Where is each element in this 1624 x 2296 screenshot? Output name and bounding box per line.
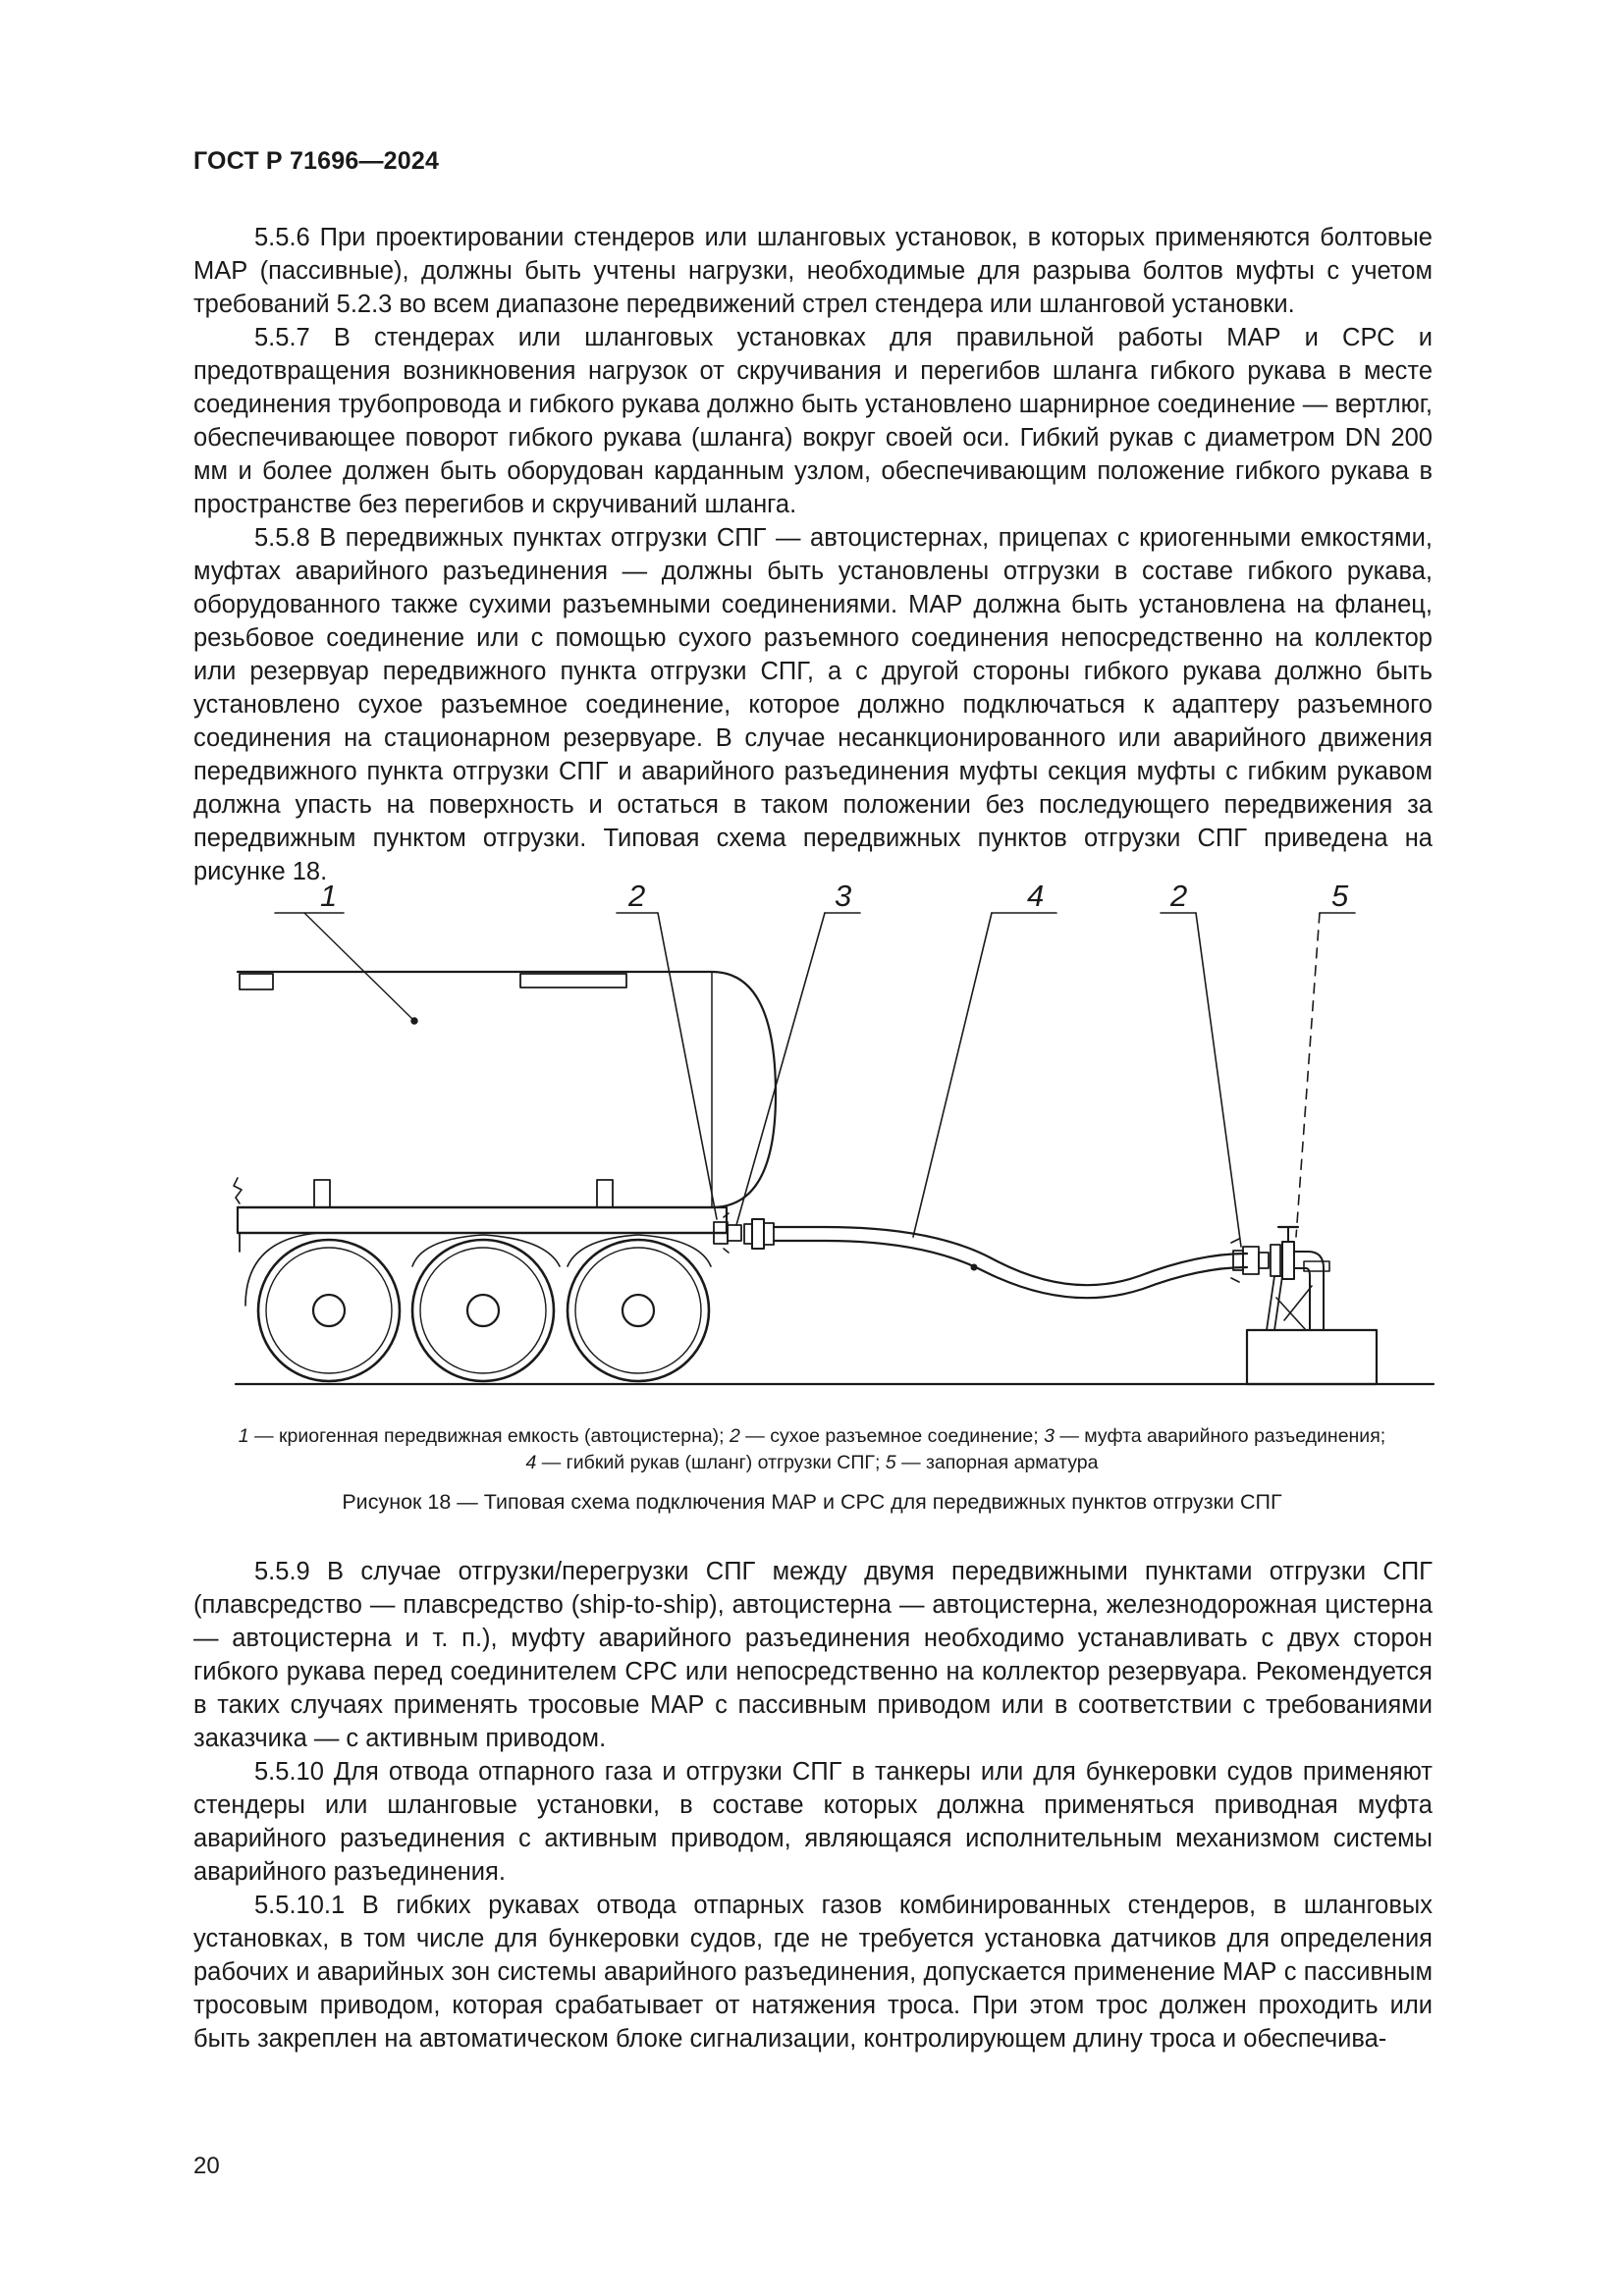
diagram-svg [226,874,1443,1404]
legend-num-2: 2 [730,1425,740,1447]
body-text-top [193,221,1433,888]
legend-text-5: — запорная арматура [895,1452,1099,1473]
paragraph-5-5-9: 5.5.9 В случае отгрузки/перегрузки СПГ между двумя передвижными пунктами отгрузки СПГ (плавсредство — плавсредство (ship-to-ship), автоцистерна — автоцистерна, железнодорожная цистерна — автоцистерна и т. п.), муфту аварийного разъединения необходимо устанавливать с двух сторон гибкого рукава перед соединителем СРС или непосредственно на коллектор резервуара. Рекомендуется в таких случаях применять тросовые МАР с пассивным приводом или в соответствии с требованиями заказчика — с активным приводом. [193,1558,1433,1752]
callout-2-right: 2 [1170,879,1188,913]
legend-num-5: 5 [885,1452,896,1473]
callout-4: 4 [1027,879,1045,913]
callout-5: 5 [1331,879,1349,913]
trailer-chassis [238,1207,727,1252]
cryogenic-tank [234,972,776,1207]
paragraph-5-5-10-1: 5.5.10.1 В гибких рукавах отвода отпарных газов комбинированных стендеров, в шланговых установках, в том числе для бункеровки судов, где не требуется установка датчиков для определения рабочих и аварийных зон системы аварийного разъединения, допускается применение МАР с пассивным тросовым приводом, которая срабатывает от натяжения троса. При этом трос должен проходить или быть закреплен на автоматическом блоке сигнализации, контролирующем длину троса и обеспечива- [193,1892,1433,2053]
legend-line-2 [187,1450,1437,1476]
page-number: 20 [193,2153,220,2179]
callout-1: 1 [320,879,338,913]
callout-3: 3 [835,879,852,913]
legend-line-1 [187,1423,1437,1450]
shutoff-valve [1267,1227,1329,1330]
legend-text-4: — гибкий рукав (шланг) отгрузки СПГ; [536,1452,886,1473]
body-text-bottom [193,1555,1433,2056]
figure-18-diagram [226,874,1443,1404]
callout-labels [320,879,1349,913]
figure-caption: Рисунок 18 — Типовая схема подключения МАР и СРС для передвижных пунктов отгрузки СПГ [342,1490,1282,1514]
trailer-wheels [245,1233,711,1381]
callout-2-left: 2 [628,879,646,913]
paragraph-5-5-10: 5.5.10 Для отвода отпарного газа и отгрузки СПГ в танкеры или для бункеровки судов применяют стендеры или шланговые установки, в составе которых должна применяться приводная муфта аварийного разъединения с активным приводом, являющаяся исполнительным механизмом системы аварийного разъединения. [193,1758,1433,1886]
stationary-base [1247,1330,1377,1384]
breakaway-coupling [744,1219,774,1249]
legend-num-3: 3 [1044,1425,1055,1447]
paragraph-5-5-7: 5.5.7 В стендерах или шланговых установках для правильной работы МАР и СРС и предотвращения возникновения нагрузок от скручивания и перегибов шланга гибкого рукава в месте соединения трубопровода и гибкого рукава должно быть установлено шарнирное соединение — вертлюг, обеспечивающее поворот гибкого рукава (шланга) вокруг своей оси. Гибкий рукав с диаметром DN 200 мм и более должен быть оборудован карданным узлом, обеспечивающим положение гибкого рукава в пространстве без перегибов и скручиваний шланга. [193,324,1433,518]
document-header: ГОСТ Р 71696—2024 [193,147,440,175]
legend-num-1: 1 [238,1425,249,1447]
legend-text-1: — криогенная передвижная емкость (автоцистерна); [248,1425,731,1447]
legend-text-2: — сухое разъемное соединение; [739,1425,1045,1447]
flexible-hose [774,1227,1247,1298]
legend-text-3: — муфта аварийного разъединения; [1054,1425,1386,1447]
leader-lines [275,913,1355,1247]
paragraph-5-5-6: 5.5.6 При проектировании стендеров или шланговых установок, в которых применяются болтовые МАР (пассивные), должны быть учтены нагрузки, необходимые для разрыва болтов муфты с учетом требований 5.2.3 во всем диапазоне передвижений стрел стендера или шланговой установки. [193,224,1433,318]
dry-disconnect-coupling-station [1231,1239,1269,1282]
paragraph-5-5-8: 5.5.8 В передвижных пунктах отгрузки СПГ — автоцистернах, прицепах с криогенными емкостями, муфтах аварийного разъединения — должны быть установлены отгрузки в составе гибкого рукава, оборудованного также сухими разъемными соединениями. МАР должна быть установлена на фланец, резьбовое соединение или с помощью сухого разъемного соединения непосредственно на коллектор или резервуар передвижного пункта отгрузки СПГ, а с другой стороны гибкого рукава должно быть установлено сухое разъемное соединение, которое должно подключаться к адаптеру разъемного соединения на стационарном резервуаре. В случае несанкционированного или аварийного движения передвижного пункта отгрузки СПГ и аварийного разъединения муфты секция муфты с гибким рукавом должна упасть на поверхность и остаться в таком положении без последующего передвижения за передвижным пунктом отгрузки. Типовая схема передвижных пунктов отгрузки СПГ приведена на рисунке 18. [193,524,1433,885]
figure-legend [187,1423,1437,1476]
legend-num-4: 4 [525,1452,537,1473]
